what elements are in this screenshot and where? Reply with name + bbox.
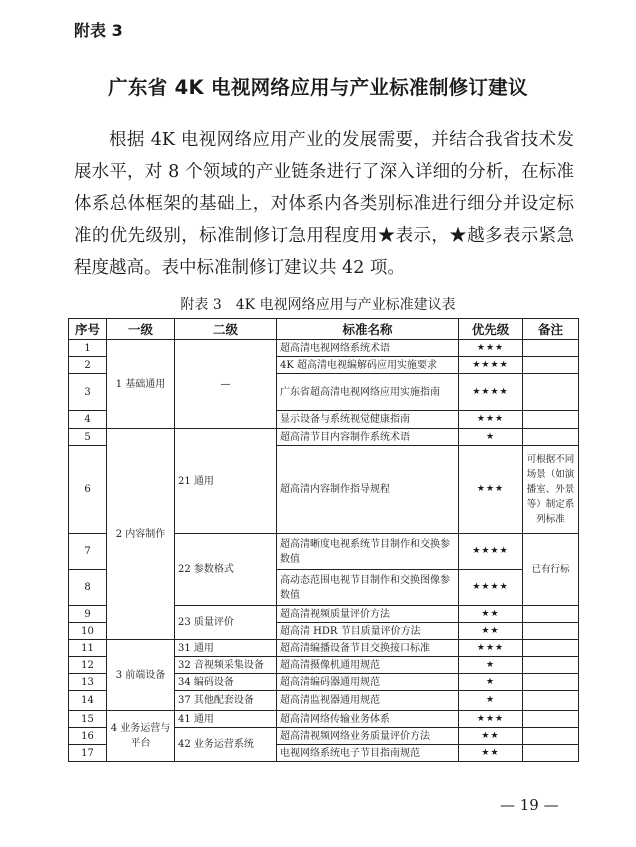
remarks-cell [523, 411, 579, 429]
row-number: 9 [69, 606, 107, 623]
priority-stars: ★★★★ [459, 534, 523, 570]
standard-name: 超高清节目内容制作系统术语 [277, 429, 459, 446]
level2-cell: 37 其他配套设备 [175, 691, 277, 711]
row-number: 2 [69, 357, 107, 374]
remarks-cell [523, 640, 579, 657]
priority-stars: ★★★★ [459, 374, 523, 411]
header-level1: 一级 [107, 319, 175, 340]
row-number: 5 [69, 429, 107, 446]
header-level2: 二级 [175, 319, 277, 340]
intro-text: 根据 4K 电视网络应用产业的发展需要，并结合我省技术发展水平，对 8 个领域的产业链条进行了深入详细的分析，在标准体系总体框架的基础上，对体系内各类别标准进行细分并设定标准的优先级别，标准制修订急用程度用★表示，★越多表示紧急程度越高。表中标准制修订建议共 42 项。 [74, 130, 574, 278]
remarks-cell [523, 657, 579, 674]
priority-stars: ★★★ [459, 340, 523, 357]
remarks-cell [523, 691, 579, 711]
standard-name: 超高清视频质量评价方法 [277, 606, 459, 623]
level2-cell: 23 质量评价 [175, 606, 277, 640]
level1-cell: 4 业务运营与平台 [107, 711, 175, 762]
level2-cell: 41 通用 [175, 711, 277, 728]
priority-stars: ★ [459, 657, 523, 674]
level2-cell: 22 参数格式 [175, 534, 277, 606]
document-title: 广东省 4K 电视网络应用与产业标准制修订建议 [108, 76, 528, 99]
level1-cell: 2 内容制作 [107, 429, 175, 640]
row-number: 6 [69, 446, 107, 534]
priority-stars: ★★★ [459, 411, 523, 429]
row-number: 11 [69, 640, 107, 657]
level2-cell: 31 通用 [175, 640, 277, 657]
priority-stars: ★★ [459, 623, 523, 640]
remarks-cell [523, 340, 579, 357]
table-row [69, 711, 579, 728]
header-no: 序号 [69, 319, 107, 340]
level2-cell: 42 业务运营系统 [175, 728, 277, 762]
remarks-cell: 可根据不同场景（如演播室、外景等）制定系列标准 [523, 446, 579, 534]
row-number: 8 [69, 570, 107, 606]
standards-table [68, 318, 579, 762]
priority-stars: ★★★ [459, 446, 523, 534]
level2-cell: — [175, 340, 277, 429]
remarks-cell [523, 374, 579, 411]
remarks-cell [523, 606, 579, 623]
remarks-cell [523, 674, 579, 691]
remarks-cell [523, 728, 579, 745]
row-number: 16 [69, 728, 107, 745]
page-number: — 19 — [500, 796, 559, 814]
header-remarks: 备注 [523, 319, 579, 340]
priority-stars: ★★★★ [459, 570, 523, 606]
standard-name: 高动态范围电视节目制作和交换图像参数值 [277, 570, 459, 606]
remarks-cell [523, 711, 579, 728]
priority-stars: ★★★★ [459, 357, 523, 374]
row-number: 7 [69, 534, 107, 570]
row-number: 10 [69, 623, 107, 640]
remarks-cell [523, 623, 579, 640]
priority-stars: ★ [459, 691, 523, 711]
row-number: 1 [69, 340, 107, 357]
row-number: 17 [69, 745, 107, 762]
intro-paragraph [74, 124, 574, 284]
priority-stars: ★★ [459, 728, 523, 745]
level2-cell: 21 通用 [175, 429, 277, 534]
priority-stars: ★ [459, 429, 523, 446]
priority-stars: ★★★ [459, 640, 523, 657]
standard-name: 4K 超高清电视编解码应用实施要求 [277, 357, 459, 374]
priority-stars: ★★★ [459, 711, 523, 728]
table-row [69, 640, 579, 657]
remarks-cell [523, 745, 579, 762]
row-number: 3 [69, 374, 107, 411]
table-row [69, 340, 579, 357]
standard-name: 超高清视频网络业务质量评价方法 [277, 728, 459, 745]
remarks-cell [523, 429, 579, 446]
standard-name: 超高清内容制作指导规程 [277, 446, 459, 534]
table-caption: 附表 3 4K 电视网络应用与产业标准建议表 [180, 297, 456, 313]
appendix-label: 附表 3 [74, 21, 123, 40]
standard-name: 显示设备与系统视觉健康指南 [277, 411, 459, 429]
row-number: 13 [69, 674, 107, 691]
header-standard-name: 标准名称 [277, 319, 459, 340]
standard-name: 超高清晰度电视系统节目制作和交换参数值 [277, 534, 459, 570]
standard-name: 超高清网络传输业务体系 [277, 711, 459, 728]
row-number: 4 [69, 411, 107, 429]
row-number: 14 [69, 691, 107, 711]
remarks-cell: 已有行标 [523, 534, 579, 606]
standard-name: 广东省超高清电视网络应用实施指南 [277, 374, 459, 411]
table-header-row [69, 319, 579, 340]
row-number: 12 [69, 657, 107, 674]
priority-stars: ★★ [459, 745, 523, 762]
level2-cell: 32 音视频采集设备 [175, 657, 277, 674]
standard-name: 超高清摄像机通用规范 [277, 657, 459, 674]
priority-stars: ★★ [459, 606, 523, 623]
standard-name: 超高清 HDR 节目质量评价方法 [277, 623, 459, 640]
standard-name: 超高清电视网络系统术语 [277, 340, 459, 357]
header-priority: 优先级 [459, 319, 523, 340]
remarks-cell [523, 357, 579, 374]
level2-cell: 34 编码设备 [175, 674, 277, 691]
standard-name: 超高清编码器通用规范 [277, 674, 459, 691]
priority-stars: ★ [459, 674, 523, 691]
standard-name: 超高清编播设备节目交换接口标准 [277, 640, 459, 657]
level1-cell: 3 前端设备 [107, 640, 175, 711]
standard-name: 电视网络系统电子节目指南规范 [277, 745, 459, 762]
row-number: 15 [69, 711, 107, 728]
level1-cell: 1 基础通用 [107, 340, 175, 429]
table-row [69, 429, 579, 446]
standard-name: 超高清监视器通用规范 [277, 691, 459, 711]
